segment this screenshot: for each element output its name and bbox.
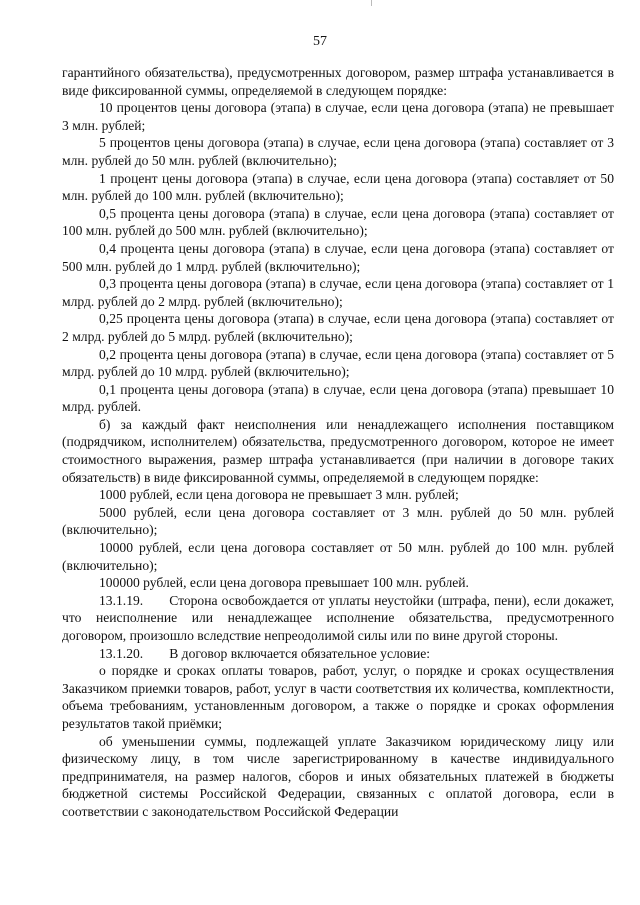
paragraph: 1000 рублей, если цена договора не превышает 3 млн. рублей;: [99, 487, 459, 503]
paragraph: б) за каждый факт неисполнения или ненадлежащего исполнения поставщиком (подрядчиком, исполнителем) обязательства, предусмотренного договором, которое не имеет стоимостного выражения, размер штрафа устанавливается (при наличии в договоре таких обязательств) в виде фиксированной суммы, определяемой в следующем порядке:: [62, 416, 614, 485]
clause-13-1-19: [62, 592, 614, 645]
clause-text: В договор включается обязательное условие:: [169, 645, 431, 661]
clause-text: Сторона освобождается от уплаты неустойки (штрафа, пени), если докажет, что неисполнение или ненадлежащее исполнение обязательства, предусмотренного договором, произошло вследствие непреодолимой силы или по вине другой стороны.: [62, 592, 614, 643]
paragraph: 0,25 процента цены договора (этапа) в случае, если цена договора (этапа) составляет от 2 млрд. рублей до 5 млрд. рублей (включительно);: [62, 311, 614, 344]
scan-mark: [371, 0, 372, 6]
page-number: 57: [313, 34, 327, 49]
paragraph: гарантийного обязательства), предусмотренных договором, размер штрафа устанавливается в виде фиксированной суммы, определяемой в следующем порядке:: [62, 65, 614, 98]
paragraph: 0,5 процента цены договора (этапа) в случае, если цена договора (этапа) составляет от 100 млн. рублей до 500 млн. рублей (включительно);: [62, 205, 614, 239]
paragraph: 5000 рублей, если цена договора составляет от 3 млн. рублей до 50 млн. рублей (включительно);: [62, 504, 614, 538]
paragraph: 10000 рублей, если цена договора составляет от 50 млн. рублей до 100 млн. рублей (включительно);: [62, 540, 614, 573]
paragraph: 0,4 процента цены договора (этапа) в случае, если цена договора (этапа) составляет от 500 млн. рублей до 1 млрд. рублей (включительно);: [62, 240, 614, 274]
paragraph: 0,1 процента цены договора (этапа) в случае, если цена договора (этапа) превышает 10 млрд. рублей.: [62, 381, 614, 415]
clause-number: 13.1.20.: [99, 645, 144, 661]
paragraph: 0,3 процента цены договора (этапа) в случае, если цена договора (этапа) составляет от 1 млрд. рублей до 2 млрд. рублей (включительно);: [62, 276, 614, 309]
paragraph: 0,2 процента цены договора (этапа) в случае, если цена договора (этапа) составляет от 5 млрд. рублей до 10 млрд. рублей (включительно);: [62, 346, 614, 380]
clause-number: 13.1.19.: [99, 592, 144, 608]
paragraph: 1 процент цены договора (этапа) в случае, если цена договора (этапа) составляет от 50 млн. рублей до 100 млн. рублей (включительно);: [62, 170, 614, 204]
paragraph: 10 процентов цены договора (этапа) в случае, если цена договора (этапа) не превышает 3 млн. рублей;: [62, 100, 614, 133]
clause-13-1-20: [62, 645, 614, 663]
paragraph: об уменьшении суммы, подлежащей уплате Заказчиком юридическому лицу или физическому лицу, в том числе зарегистрированному в качестве индивидуального предпринимателя, на размер налогов, сборов и иных обязательных платежей в бюджеты бюджетной системы Российской Федерации, связанных с оплатой договора, если в соответствии с законодательством Российской Федерации: [62, 733, 614, 819]
document-body: [62, 64, 614, 821]
paragraph: 5 процентов цены договора (этапа) в случае, если цена договора (этапа) составляет от 3 млн. рублей до 50 млн. рублей (включительно);: [62, 135, 614, 168]
paragraph: 100000 рублей, если цена договора превышает 100 млн. рублей.: [99, 575, 469, 591]
paragraph: о порядке и сроках оплаты товаров, работ, услуг, о порядке и сроках осуществления Заказчиком приемки товаров, работ, услуг в части соответствия их количества, комплектности, объема требованиям, установленным договором, а также о порядке и сроках оформления результатов такой приёмки;: [62, 663, 614, 731]
